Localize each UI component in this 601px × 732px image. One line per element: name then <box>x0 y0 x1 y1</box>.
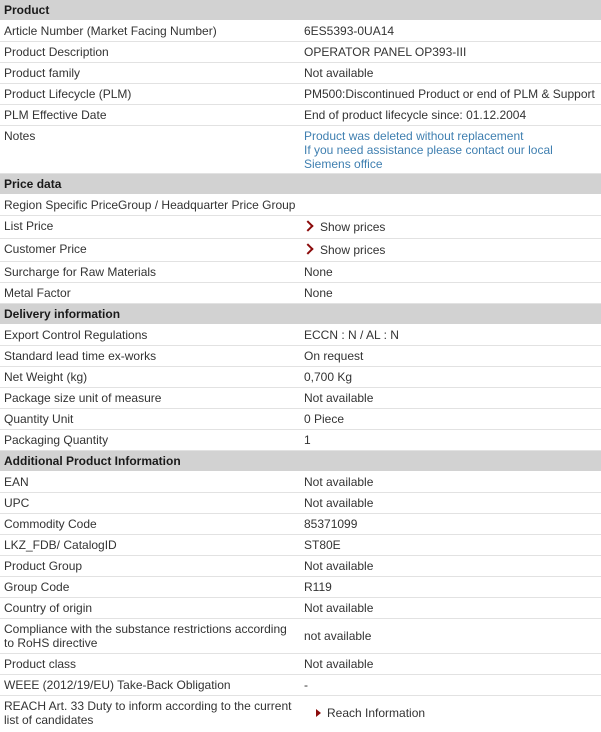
row-label: Group Code <box>4 580 70 594</box>
table-row <box>0 409 601 430</box>
row-value: Not available <box>304 601 374 615</box>
table-row <box>0 239 601 262</box>
table-row <box>0 42 601 63</box>
row-label: Net Weight (kg) <box>4 370 88 384</box>
row-value: Not available <box>304 66 374 80</box>
row-label: Notes <box>4 129 36 143</box>
row-value: End of product lifecycle since: 01.12.2004 <box>304 108 527 122</box>
triangle-right-icon <box>316 709 321 717</box>
row-label: Package size unit of measure <box>4 391 162 405</box>
row-label: Surcharge for Raw Materials <box>4 265 157 279</box>
table-row <box>0 195 601 216</box>
row-label: LKZ_FDB/ CatalogID <box>4 538 117 552</box>
row-label: UPC <box>4 496 30 510</box>
row-value: ST80E <box>304 538 341 552</box>
row-label: Quantity Unit <box>4 412 74 426</box>
table-row <box>0 472 601 493</box>
reach-information-label[interactable]: Reach Information <box>327 706 426 720</box>
table-row <box>0 675 601 696</box>
section-header-delivery: Delivery information <box>0 304 601 325</box>
show-prices-label[interactable]: Show prices <box>320 220 386 234</box>
row-label: List Price <box>4 219 54 233</box>
table-row <box>0 84 601 105</box>
row-value: Not available <box>304 475 374 489</box>
row-value: not available <box>304 629 372 643</box>
row-label: Product Description <box>4 45 109 59</box>
notes-value <box>300 126 601 173</box>
chevron-right-icon <box>302 243 313 254</box>
row-label: Country of origin <box>4 601 93 615</box>
table-row <box>0 283 601 304</box>
chevron-right-icon <box>302 220 313 231</box>
row-value: Not available <box>304 657 374 671</box>
row-value: OPERATOR PANEL OP393-III <box>304 45 467 59</box>
row-label: Export Control Regulations <box>4 328 148 342</box>
table-row <box>0 654 601 675</box>
row-value: ECCN : N / AL : N <box>304 328 399 342</box>
row-label: Compliance with the substance restrictions according to RoHS directive <box>4 622 287 650</box>
row-value: None <box>304 286 333 300</box>
table-row <box>0 598 601 619</box>
table-row <box>0 216 601 239</box>
row-value: On request <box>304 349 364 363</box>
notes-assistance-link[interactable]: Siemens office <box>304 157 383 171</box>
row-value: Not available <box>304 391 374 405</box>
table-row <box>0 262 601 283</box>
row-label: Commodity Code <box>4 517 97 531</box>
row-value: - <box>304 678 308 692</box>
reach-information-link[interactable] <box>300 696 601 731</box>
notes-assistance-link[interactable]: If you need assistance please contact our local <box>304 143 553 157</box>
table-row <box>0 493 601 514</box>
table-row <box>0 556 601 577</box>
row-label: Product class <box>4 657 77 671</box>
row-label: Product Group <box>4 559 83 573</box>
table-row <box>0 430 601 451</box>
table-row <box>0 367 601 388</box>
section-header-product: Product <box>0 0 601 21</box>
table-row <box>0 388 601 409</box>
row-label: Article Number (Market Facing Number) <box>4 24 217 38</box>
table-row <box>0 577 601 598</box>
row-label: Region Specific PriceGroup / Headquarter Price Group <box>4 198 296 212</box>
row-value: R119 <box>304 580 332 594</box>
notes-line: Product was deleted without replacement <box>304 129 524 143</box>
row-value: None <box>304 265 333 279</box>
table-row <box>0 105 601 126</box>
customer-price-link[interactable] <box>300 239 601 261</box>
row-value: 1 <box>304 433 311 447</box>
row-value: 0 Piece <box>304 412 345 426</box>
table-row <box>0 346 601 367</box>
row-label: EAN <box>4 475 29 489</box>
row-label: PLM Effective Date <box>4 108 107 122</box>
table-row <box>0 63 601 84</box>
row-value: 0,700 Kg <box>304 370 353 384</box>
table-row-notes <box>0 126 601 174</box>
row-label: Metal Factor <box>4 286 71 300</box>
row-value: Not available <box>304 559 374 573</box>
table-row <box>0 696 601 731</box>
table-row <box>0 514 601 535</box>
table-row <box>0 535 601 556</box>
list-price-link[interactable] <box>300 216 601 238</box>
row-label: WEEE (2012/19/EU) Take-Back Obligation <box>4 678 231 692</box>
table-row <box>0 619 601 654</box>
row-value: 85371099 <box>304 517 358 531</box>
row-label: Product Lifecycle (PLM) <box>4 87 132 101</box>
section-header-additional: Additional Product Information <box>0 451 601 472</box>
table-row <box>0 325 601 346</box>
row-value: 6ES5393-0UA14 <box>304 24 395 38</box>
row-value: PM500:Discontinued Product or end of PLM & Support <box>304 87 595 101</box>
row-value: Not available <box>304 496 374 510</box>
row-label: REACH Art. 33 Duty to inform according to the current list of candidates <box>4 699 292 727</box>
row-label: Packaging Quantity <box>4 433 109 447</box>
show-prices-label[interactable]: Show prices <box>320 243 386 257</box>
section-header-price: Price data <box>0 174 601 195</box>
row-label: Customer Price <box>4 242 87 256</box>
row-label: Standard lead time ex-works <box>4 349 157 363</box>
table-row <box>0 21 601 42</box>
row-label: Product family <box>4 66 81 80</box>
